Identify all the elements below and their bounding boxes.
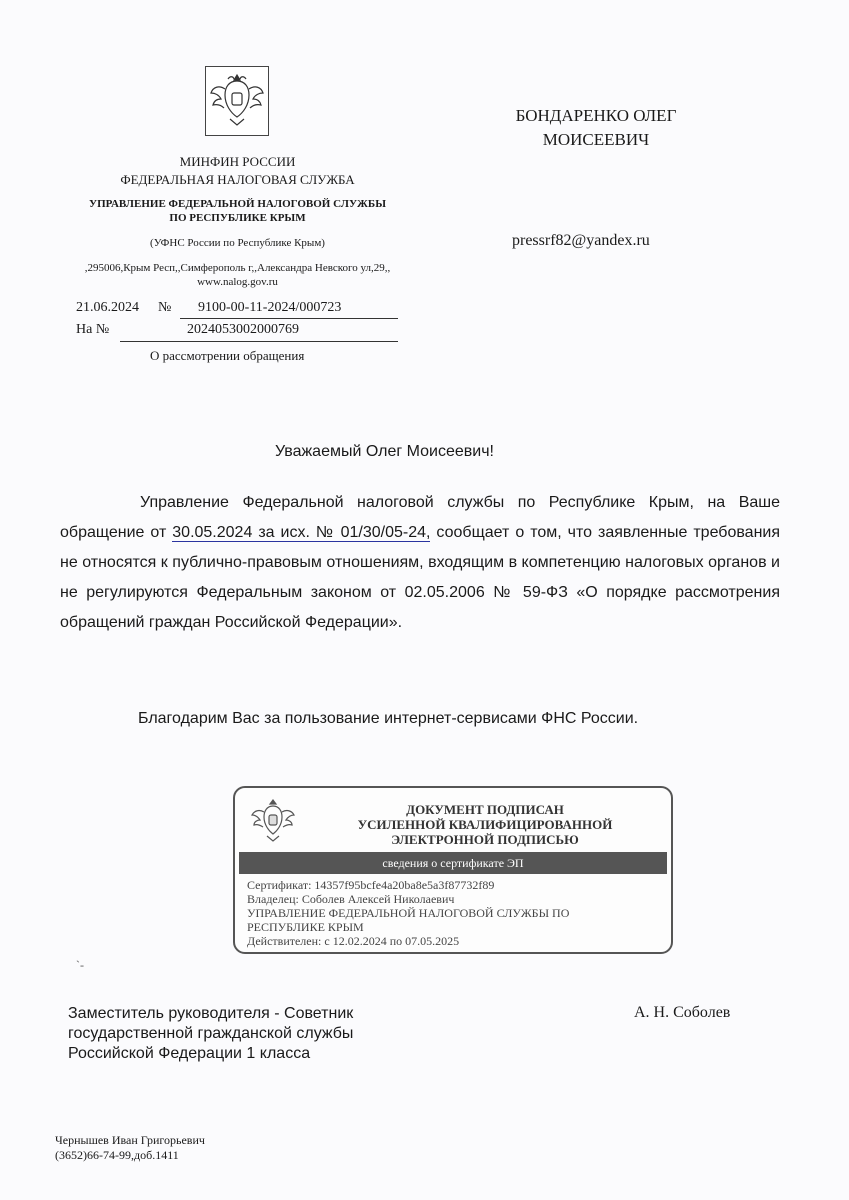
certificate-org-line1: УПРАВЛЕНИЕ ФЕДЕРАЛЬНОЙ НАЛОГОВОЙ СЛУЖБЫ ПО xyxy=(247,906,570,920)
signer-position-line3: Российской Федерации 1 класса xyxy=(68,1045,311,1062)
reference-number-label: На № xyxy=(76,322,110,337)
certificate-org-line2: РЕСПУБЛИКЕ КРЫМ xyxy=(247,920,364,934)
addressee-name-line1: БОНДАРЕНКО ОЛЕГ xyxy=(515,106,677,125)
main-paragraph xyxy=(60,488,780,638)
addressee-name xyxy=(480,104,712,152)
divider-line xyxy=(180,318,398,319)
signer-position-line2: государственной гражданской службы xyxy=(68,1025,354,1042)
coat-of-arms-icon xyxy=(247,796,299,848)
electronic-signature-stamp xyxy=(233,786,673,954)
coat-of-arms-icon xyxy=(205,66,269,136)
certificate-validity: Действителен: с 12.02.2024 по 07.05.2025 xyxy=(247,934,460,948)
signer-name: А. Н. Соболев xyxy=(634,1004,731,1021)
underlined-reference: 30.05.2024 за исх. № 01/30/05-24, xyxy=(172,524,431,541)
paragraph-text-part1: Управление Федеральной налоговой службы по Республике Крым, на Ваше обращение от xyxy=(60,494,780,541)
letter-subject: О рассмотрении обращения xyxy=(150,348,305,363)
stamp-title-line1: ДОКУМЕНТ ПОДПИСАН xyxy=(406,802,564,817)
paragraph-text-part2: сообщает о том, что заявленные требования не относятся к публично-правовым отношениям, входящим в компетенцию налоговых органов и не регулируются Федеральным законом от 02.05.2006 № 59-ФЗ «О порядке рассмотрения обращений граждан Российской Федерации». xyxy=(60,524,781,631)
stamp-title xyxy=(315,802,655,847)
reference-number: 2024053002000769 xyxy=(187,322,299,337)
outgoing-number-label: № xyxy=(158,300,172,315)
ministry-name: МИНФИН РОССИИ xyxy=(179,154,296,169)
stamp-title-line3: ЭЛЕКТРОННОЙ ПОДПИСЬЮ xyxy=(391,832,579,847)
certificate-info-bar: сведения о сертификате ЭП xyxy=(239,852,667,874)
executor-phone: (3652)66-74-99,доб.1411 xyxy=(55,1148,179,1162)
signer-position-line1: Заместитель руководителя - Советник xyxy=(68,1005,354,1022)
service-name: ФЕДЕРАЛЬНАЯ НАЛОГОВАЯ СЛУЖБА xyxy=(120,172,355,187)
thanks-text: Благодарим Вас за пользование интернет-сервисами ФНС России. xyxy=(138,710,639,727)
stray-mark: `- xyxy=(76,958,84,972)
addressee-email: pressrf82@yandex.ru xyxy=(512,232,650,249)
department-abbrev: (УФНС России по Республике Крым) xyxy=(150,237,325,249)
executor-name: Чернышев Иван Григорьевич xyxy=(55,1133,205,1147)
department-name-line1: УПРАВЛЕНИЕ ФЕДЕРАЛЬНОЙ НАЛОГОВОЙ СЛУЖБЫ xyxy=(89,198,386,210)
certificate-serial: Сертификат: 14357f95bcfe4a20ba8e5a3f87732f89 xyxy=(247,878,495,892)
divider-line xyxy=(120,341,398,342)
stamp-title-line2: УСИЛЕННОЙ КВАЛИФИЦИРОВАННОЙ xyxy=(357,817,613,832)
certificate-details xyxy=(247,878,663,948)
outgoing-number: 9100-00-11-2024/000723 xyxy=(198,300,342,315)
certificate-owner: Владелец: Соболев Алексей Николаевич xyxy=(247,892,455,906)
greeting: Уважаемый Олег Моисеевич! xyxy=(274,443,494,460)
executor-info xyxy=(55,1133,205,1163)
department-website: www.nalog.gov.ru xyxy=(197,276,278,288)
department-address: ,295006,Крым Респ,,Симферополь г,,Александра Невского ул,29,, xyxy=(84,262,391,274)
signer-position xyxy=(68,1004,428,1064)
outgoing-date: 21.06.2024 xyxy=(76,300,139,315)
addressee-name-line2: МОИСЕЕВИЧ xyxy=(542,130,650,149)
department-name-line2: ПО РЕСПУБЛИКЕ КРЫМ xyxy=(169,212,306,224)
